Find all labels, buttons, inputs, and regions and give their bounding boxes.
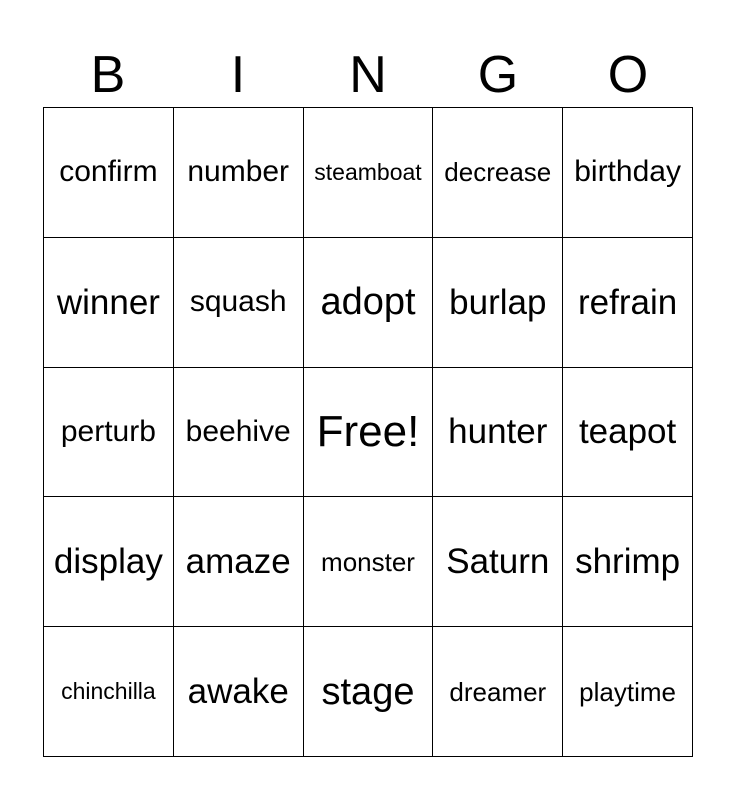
bingo-cell[interactable]: playtime xyxy=(563,627,693,757)
bingo-cell[interactable]: hunter xyxy=(433,368,563,498)
bingo-cell[interactable]: shrimp xyxy=(563,497,693,627)
bingo-cell[interactable]: amaze xyxy=(174,497,304,627)
bingo-cell[interactable]: decrease xyxy=(433,108,563,238)
bingo-cell[interactable]: adopt xyxy=(304,238,434,368)
bingo-board xyxy=(43,107,693,757)
bingo-cell[interactable]: steamboat xyxy=(304,108,434,238)
bingo-cell[interactable]: awake xyxy=(174,627,304,757)
free-space[interactable]: Free! xyxy=(304,368,434,498)
bingo-cell[interactable]: chinchilla xyxy=(44,627,174,757)
header-letter-o: O xyxy=(607,46,649,104)
header-letter-g: G xyxy=(477,46,519,104)
bingo-cell[interactable]: display xyxy=(44,497,174,627)
bingo-cell[interactable]: birthday xyxy=(563,108,693,238)
bingo-cell[interactable]: refrain xyxy=(563,238,693,368)
header-letter-i: I xyxy=(230,46,246,104)
bingo-cell[interactable]: squash xyxy=(174,238,304,368)
bingo-cell[interactable]: number xyxy=(174,108,304,238)
bingo-cell[interactable]: teapot xyxy=(563,368,693,498)
bingo-cell[interactable]: stage xyxy=(304,627,434,757)
bingo-cell[interactable]: confirm xyxy=(44,108,174,238)
bingo-cell[interactable]: monster xyxy=(304,497,434,627)
bingo-cell[interactable]: winner xyxy=(44,238,174,368)
bingo-cell[interactable]: Saturn xyxy=(433,497,563,627)
bingo-cell[interactable]: dreamer xyxy=(433,627,563,757)
header-letter-b: B xyxy=(90,46,126,104)
header-letter-n: N xyxy=(349,46,387,104)
bingo-header xyxy=(43,44,693,106)
bingo-cell[interactable]: beehive xyxy=(174,368,304,498)
bingo-cell[interactable]: burlap xyxy=(433,238,563,368)
bingo-cell[interactable]: perturb xyxy=(44,368,174,498)
